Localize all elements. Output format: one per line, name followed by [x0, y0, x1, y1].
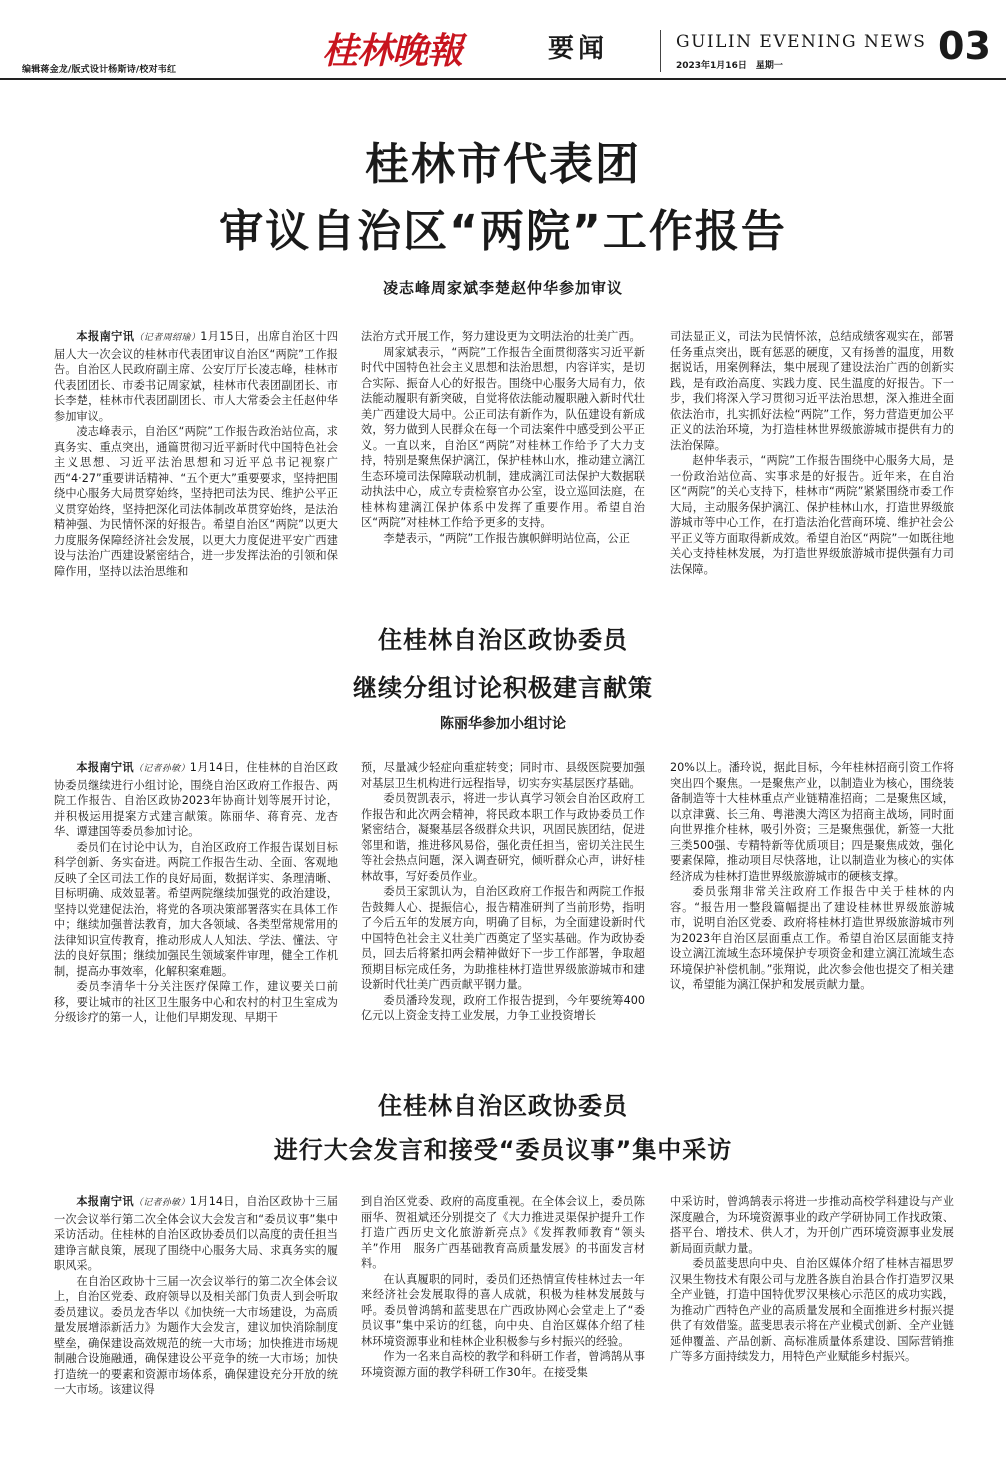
paragraph: 20%以上。潘玲说，据此目标，今年桂林招商引资工作将突出四个聚焦。一是聚焦产业，以制造业为核心，围绕装备制造等十大桂林重点产业链精准招商；二是聚焦区域，以京津冀、长三角、粤港澳大湾区为招商主战场，同时面向世界推介桂林，吸引外资；三是聚焦强优，新签一大批三类500强、专精特新等优质项目；四是聚焦成效，强化要素保障，推动项目尽快落地，让以制造业为核心的实体经济成为桂林打造世界级旅游城市的硬核支撑。: [670, 761, 954, 883]
paragraph: 周家斌表示，“两院”工作报告全面贯彻落实习近平新时代中国特色社会主义思想和法治思想，内容详实，是切合实际、振奋人心的好报告。围绕中心服务大局有力，依法能动履职有新突破，自觉将依法能动履职融入新时代壮美广西建设大局中。公正司法有新作为，队伍建设有新成效，努力做到人民群众在每一个司法案件中感受到公平正义。一直以来，自治区“两院”对桂林工作给予了大力支持，特别是聚焦保护漓江，保护桂林山水，推动建立漓江生态环境司法保障联动机制，建成漓江司法保护大数据联动执法中心，成立专责检察官办公室，设立巡回法庭，在桂林构建漓江保护体系中发挥了重要作用。希望自治区“两院”对桂林工作给予更多的支持。: [361, 345, 645, 529]
paragraph: 委员贺凯表示，将进一步认真学习领会自治区政府工作报告和此次两会精神，将民政本职工作与政协委员工作紧密结合，凝聚基层各级群众共识，巩固民族团结，促进邻里和谐，推进移风易俗，强化责任担当，密切关注民生等社会热点问题，深入调查研究，倾听群众心声，讲好桂林故事，写好委员作业。: [361, 792, 645, 883]
article3-column-3: [670, 1194, 954, 1430]
header-divider: [660, 30, 661, 72]
paragraph: 李楚表示，“两院”工作报告旗帜鲜明站位高，公正: [383, 531, 630, 545]
article2-title-line2: 继续分组讨论积极建言献策: [353, 674, 653, 702]
article1-column-2: [361, 329, 645, 572]
article1-column-3: [670, 329, 954, 576]
header-rule: [0, 78, 1006, 80]
article2-column-2: [361, 760, 645, 1055]
logo-text: 桂林晚報: [322, 29, 463, 72]
paragraph: 凌志峰表示，自治区“两院”工作报告政治站位高，求真务实、重点突出，通篇贯彻习近平新时代中国特色社会主义思想、习近平法治思想和习近平总书记视察广西“4·27”重要讲话精神、“五个更大”重要要求，坚持把围绕中心服务大局贯穿始终，坚持把司法为民、维护公平正义贯穿始终，坚持把深化司法体制改革贯穿始终，是法治精神强、为民情怀深的好报告。希望自治区“两院”以更大力度服务保障经济社会发展，以更大力度促进平安广西建设与法治广西建设紧密结合，进一步发挥法治的引领和保障作用，坚持以法治思维和: [54, 425, 338, 578]
dateline: 本报南宁讯: [76, 1195, 134, 1208]
reporter: （记者周绍瑜）: [134, 333, 201, 343]
dateline: 本报南宁讯: [76, 761, 134, 774]
paragraph: 中采访时，曾鸿鹄表示将进一步推动高校学科建设与产业深度融合，为环境资源事业的政产学研协同工作找政策、搭平台、增技术、供人才，为开创广西环境资源事业发展新局面贡献力量。: [670, 1195, 954, 1255]
article2-title-line1: 住桂林自治区政协委员: [378, 626, 628, 654]
article1-subtitle: 凌志峰周家斌李楚赵仲华参加审议: [382, 279, 623, 297]
page-credits: 编辑蒋金龙/版式设计杨斯诗/校对韦红: [22, 65, 177, 75]
issue-date: 2023年1月16日 星期一: [676, 61, 783, 71]
paragraph: 委员潘玲发现，政府工作报告提到，今年要统筹400亿元以上资金支持工业发展，力争工业投资增长: [361, 993, 645, 1022]
paragraph: 委员张翔非常关注政府工作报告中关于桂林的内容。“报告用一整段篇幅提出了建设桂林世界级旅游城市，说明自治区党委、政府将桂林打造世界级旅游城市列为2023年自治区层面重点工作。希望自治区层面能支持设立漓江流域生态环境保护专项资金和建立漓江流域生态环境保护补偿机制。”张翔说，此次参会他也提交了相关建议，希望能为漓江保护和发展贡献力量。: [670, 885, 954, 991]
reporter: （记者孙敏）: [133, 1198, 190, 1208]
article3-title-line2: 进行大会发言和接受“委员议事”集中采访: [273, 1136, 733, 1164]
paper-name-english: GUILIN EVENING NEWS: [676, 32, 927, 52]
article2-column-1: [54, 760, 338, 1055]
paragraph: 预，尽量减少轻症向重症转变；同时市、县级医院要加强对基层卫生机构进行远程指导，切实夯实基层医疗基础。: [361, 761, 645, 790]
paragraph: 赵仲华表示，“两院”工作报告围绕中心服务大局，是一份政治站位高、实事求是的好报告。近年来，在自治区“两院”的关心支持下，桂林市“两院”紧紧围绕市委工作大局，主动服务保护漓江、保护桂林山水，打造世界级旅游城市等中心工作，在打造法治化营商环境、维护社会公平正义等方面取得新成效。希望自治区“两院”一如既往地关心支持桂林发展，为打造世界级旅游城市提供强有力司法保障。: [670, 454, 954, 576]
paragraph: 委员们在讨论中认为，自治区政府工作报告谋划目标科学创新、务实奋进。两院工作报告生动、全面、客观地反映了全区司法工作的良好局面，数据详实、条理清晰、目标明确、成效显著。希望两院继续加强党的政治建设，坚持以党建促法治，将党的各项决策部署落实在具体工作中；继续加强普法教育，加大各领域、各类型常规常用的法律知识宣传教育，推动形成人人知法、学法、懂法、守法的良好氛围；继续加强民生领域案件审理，健全工作机制，提高办事效率，化解积案难题。: [54, 840, 338, 978]
paragraph: 1月14日，自治区政协十三届一次会议举行第二次全体会议大会发言和“委员议事”集中采访活动。住桂林的自治区政协委员们以高度的责任担当建诤言献良策，展现了围绕中心服务大局、求真务实的履职风采。: [54, 1195, 338, 1272]
paragraph: 委员李清华十分关注医疗保障工作，建议要关口前移，要让城市的社区卫生服务中心和农村的村卫生室成为分级诊疗的第一人，让他们早期发现、早期干: [54, 980, 338, 1024]
article1-title-line1: 桂林市代表团: [365, 139, 641, 190]
paragraph: 司法显正义，司法为民情怀浓，总结成绩客观实在，部署任务重点突出，既有惩恶的硬度，又有扬善的温度，用数据说话，用案例释法，集中展现了建设法治广西的创新实践，是有政治高度、实践力度、民生温度的好报告。下一步，我们将深入学习贯彻习近平法治思想，深入推进全面依法治市，扎实抓好法检“两院”工作，努力营造更加公平正义的法治环境，为打造桂林世界级旅游城市提供有力的法治保障。: [670, 330, 954, 452]
reporter: （记者孙敏）: [133, 764, 190, 774]
paragraph: 1月14日，住桂林的自治区政协委员继续进行小组讨论，围绕自治区政府工作报告、两院工作报告、自治区政协2023年协商计划等展开讨论，并积极运用提案方式建言献策。陈丽华、蒋育亮、龙杏华、谭建国等委员参加讨论。: [54, 761, 338, 838]
paragraph: 到自治区党委、政府的高度重视。在全体会议上，委员陈丽华、贺祖斌还分别提交了《大力推进灵渠保护提升工作 打造广西历史文化旅游新亮点》《发挥教师教育“领头羊”作用 服务广西基础教育高质量发展》的书面发言材料。: [361, 1195, 657, 1270]
paragraph: 作为一名来自高校的教学和科研工作者，曾鸿鹄从事环境资源方面的教学科研工作30年。在接受集: [361, 1350, 645, 1379]
article1-title-line2: 审议自治区“两院”工作报告: [219, 206, 787, 257]
article3-title-line1: 住桂林自治区政协委员: [378, 1092, 628, 1120]
paragraph: 委员王家凯认为，自治区政府工作报告和两院工作报告鼓舞人心、提振信心，报告精准研判了当前形势，指明了今后五年的发展方向，明确了目标，为全面建设新时代中国特色社会主义壮美广西奠定了坚实基础。作为政协委员，回去后将紧扣两会精神做好下一步工作部署，争取超预期目标完成任务，为助推桂林打造世界级旅游城市和建设新时代壮美广西贡献平钢力量。: [361, 885, 645, 991]
article3-column-1: [54, 1194, 338, 1430]
paragraph: 法治方式开展工作，努力建设更为文明法治的壮美广西。: [361, 330, 641, 343]
paragraph: 在自治区政协十三届一次会议举行的第二次全体会议上，自治区党委、政府领导以及相关部门负责人到会听取委员建议。委员龙杏华以《加快统一大市场建设，为高质量发展增添新活力》为题作大会发言，建议加快消除制度壁垒，确保建设高效规范的统一大市场；加快推进市场规制融合设施融通，确保建设公平竞争的统一大市场；加快打造统一的要素和资源市场体系，确保建设充分开放的统一大市场。该建议得: [54, 1274, 338, 1396]
newspaper-logo: [322, 22, 492, 74]
paragraph: 委员蓝斐思向中央、自治区媒体介绍了桂林吉福思罗汉果生物技术有限公司与龙胜各族自治县合作打造罗汉果全产业链，打造中国特优罗汉果核心示范区的成功实践，为推动广西特色产业的高质量发展和全面推进乡村振兴提供了有效借鉴。蓝斐思表示将在产业模式创新、全产业链延伸覆盖、产品创新、高标准质量体系建设、国际营销推广等多方面持续发力，用特色产业赋能乡村振兴。: [670, 1257, 954, 1363]
paragraph: 1月15日，出席自治区十四届人大一次会议的桂林市代表团审议自治区“两院”工作报告。自治区人民政府副主席、公安厅厅长凌志峰，桂林市代表团团长、市委书记周家斌，桂林市代表团副团长、市长李楚，桂林市代表团副团长、市人大常委会主任赵仲华参加审议。: [54, 330, 338, 423]
page-number: 03: [938, 24, 991, 68]
section-name: 要闻: [548, 34, 609, 64]
paragraph: 在认真履职的同时，委员们还热情宣传桂林过去一年来经济社会发展取得的喜人成就，积极为桂林发展鼓与呼。委员曾鸿鹄和蓝斐思在广西政协网心会堂走上了“委员议事”集中采访的红毯，向中央、自治区媒体介绍了桂林环境资源事业和桂林企业积极参与乡村振兴的经验。: [361, 1272, 645, 1348]
dateline: 本报南宁讯: [76, 330, 135, 343]
article2-subtitle: 陈丽华参加小组讨论: [440, 716, 566, 732]
article3-column-2: [361, 1194, 657, 1430]
article2-column-3: [670, 760, 954, 1055]
article1-column-1: [54, 329, 338, 578]
